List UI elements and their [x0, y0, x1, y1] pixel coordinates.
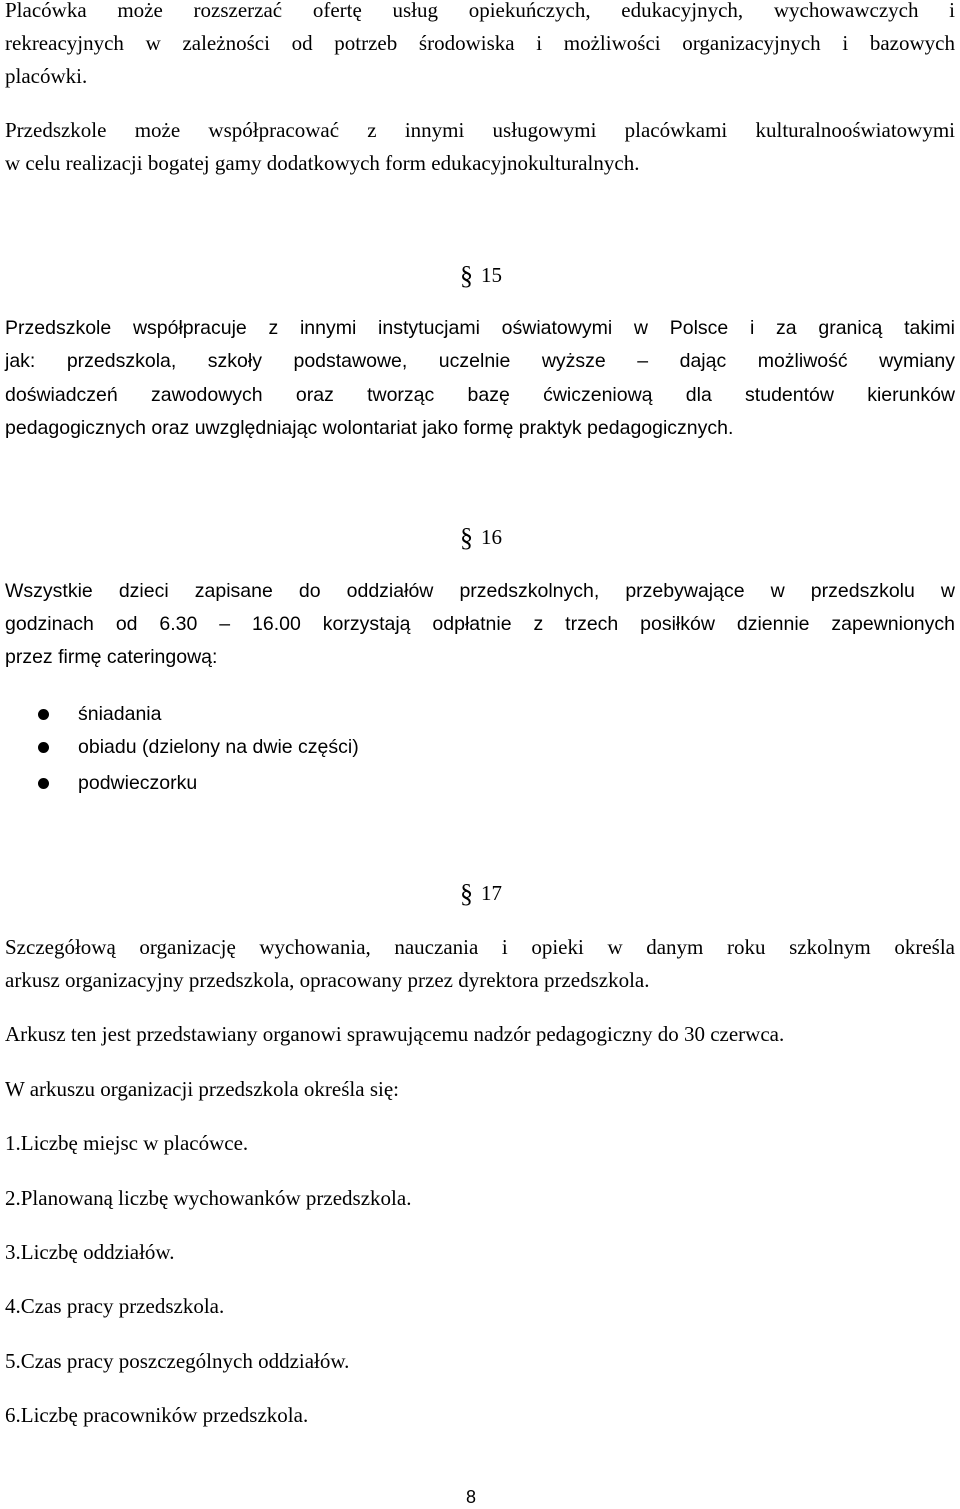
- intro-line-2: rekreacyjnych w zależności od potrzeb środowiska i możliwości organizacyjnych i bazowych: [5, 31, 955, 55]
- list-item: 1.Liczbę miejsc w placówce.: [5, 1131, 249, 1155]
- section-15-line-4: pedagogicznych oraz uwzględniając wolontariat jako formę praktyk pedagogicznych.: [5, 417, 734, 439]
- section-symbol: §: [460, 523, 473, 552]
- bullet-icon: [38, 778, 49, 789]
- intro-line-1: Placówka może rozszerzać ofertę usług opiekuńczych, edukacyjnych, wychowawczych i: [5, 0, 955, 22]
- section-symbol: §: [460, 879, 473, 908]
- list-item: 3.Liczbę oddziałów.: [5, 1240, 175, 1264]
- page-number: 8: [466, 1487, 477, 1507]
- meal-label: podwieczorku: [78, 772, 198, 794]
- list-item: 4.Czas pracy przedszkola.: [5, 1294, 225, 1318]
- section-17-deadline: Arkusz ten jest przedstawiany organowi sprawującemu nadzór pedagogiczny do 30 czerwca.: [5, 1022, 785, 1046]
- meal-label: śniadania: [78, 703, 162, 725]
- section-15-line-1: Przedszkole współpracuje z innymi instytucjami oświatowymi w Polsce i za granicą takimi: [5, 317, 955, 339]
- section-15-heading: [460, 260, 502, 291]
- bullet-icon: [38, 742, 49, 753]
- section-16-line-1: Wszystkie dzieci zapisane do oddziałów przedszkolnych, przebywające w przedszkolu w: [5, 580, 955, 602]
- intro-line-3: placówki.: [5, 64, 88, 88]
- section-15-line-2: jak: przedszkola, szkoły podstawowe, uczelnie wyższe – dając możliwość wymiany: [5, 350, 955, 372]
- cooperation-line-1: Przedszkole może współpracować z innymi usługowymi placówkami kulturalnooświatowymi: [5, 118, 955, 142]
- section-15-line-3: doświadczeń zawodowych oraz tworząc bazę ćwiczeniową dla studentów kierunków: [5, 384, 955, 406]
- cooperation-line-2: w celu realizacji bogatej gamy dodatkowych form edukacyjnokulturalnych.: [5, 151, 640, 175]
- section-number: 16: [481, 525, 502, 549]
- list-item: 6.Liczbę pracowników przedszkola.: [5, 1403, 309, 1427]
- section-17-line-2: arkusz organizacyjny przedszkola, opracowany przez dyrektora przedszkola.: [5, 968, 650, 992]
- meal-label: obiadu (dzielony na dwie części): [78, 736, 359, 758]
- list-item: 2.Planowaną liczbę wychowanków przedszkola.: [5, 1186, 412, 1210]
- section-number: 17: [481, 881, 502, 905]
- section-17-heading: [460, 878, 502, 909]
- section-16-heading: [460, 522, 502, 553]
- list-item: 5.Czas pracy poszczególnych oddziałów.: [5, 1349, 350, 1373]
- section-16-line-3: przez firmę cateringową:: [5, 646, 218, 668]
- section-number: 15: [481, 263, 502, 287]
- section-17-list-intro: W arkuszu organizacji przedszkola określa się:: [5, 1077, 399, 1101]
- section-17-line-1: Szczegółową organizację wychowania, nauczania i opieki w danym roku szkolnym określa: [5, 935, 955, 959]
- section-16-line-2: godzinach od 6.30 – 16.00 korzystają odpłatnie z trzech posiłków dziennie zapewnionych: [5, 613, 955, 635]
- bullet-icon: [38, 709, 49, 720]
- section-symbol: §: [460, 261, 473, 290]
